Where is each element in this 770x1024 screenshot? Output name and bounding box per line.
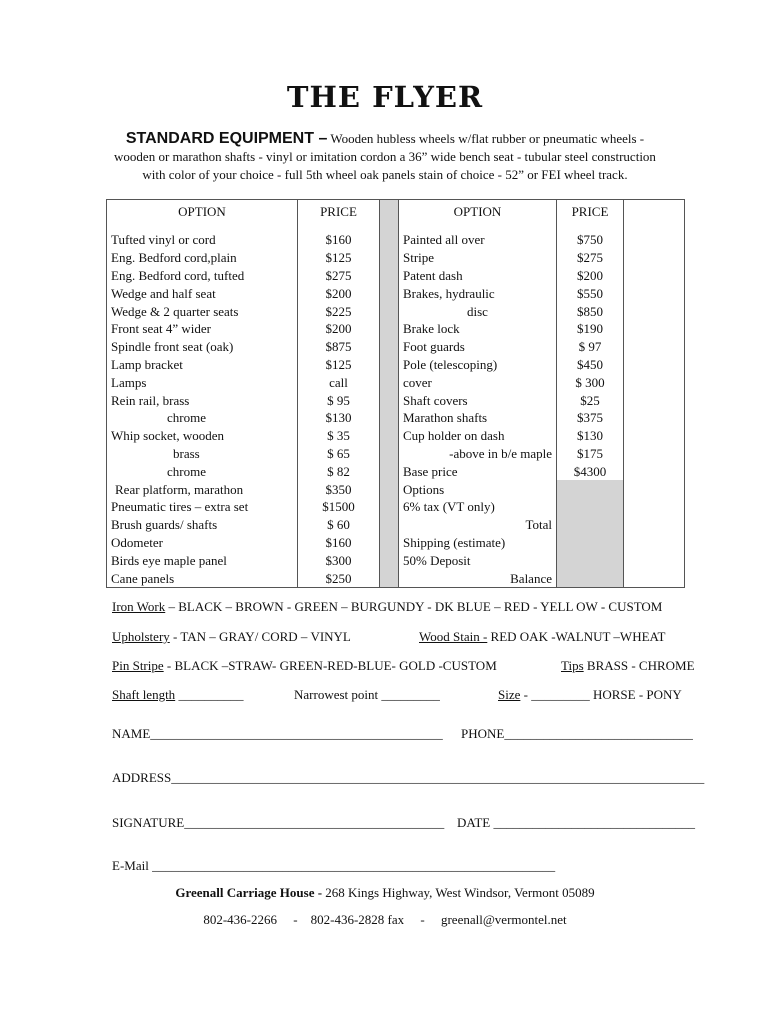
option-right: Cup holder on dash xyxy=(399,427,557,445)
option-right: Shaft covers xyxy=(399,391,557,409)
table-row xyxy=(107,391,685,409)
company-address: 268 Kings Highway, West Windsor, Vermont 05089 xyxy=(322,885,595,900)
price-left: $125 xyxy=(298,356,380,374)
option-left: chrome xyxy=(107,462,298,480)
intro-text: Wooden hubless wheels w/flat rubber or pneumatic wheels - wooden or marathon shafts - vinyl or imitation cordon a 36” wide bench seat - tubular steel construction with color of your choice - full 5th wheel oak panels stain of choice - 52” or FEI wheel track. xyxy=(114,131,656,182)
table-row xyxy=(107,284,685,302)
table-row xyxy=(107,409,685,427)
header-option-left: OPTION xyxy=(107,200,298,223)
option-left: Front seat 4” wider xyxy=(107,320,298,338)
price-right-input[interactable] xyxy=(557,551,624,569)
price-right: $550 xyxy=(557,284,624,302)
price-left: $ 65 xyxy=(298,445,380,463)
price-right: $175 xyxy=(557,445,624,463)
wood-stain-label: Wood Stain - xyxy=(419,629,488,644)
iron-work-colors xyxy=(112,599,662,615)
table-row xyxy=(107,569,685,587)
option-left: Lamp bracket xyxy=(107,356,298,374)
iron-work-label: Iron Work xyxy=(112,599,166,614)
option-right: Painted all over xyxy=(399,231,557,249)
table-row xyxy=(107,516,685,534)
option-left: Odometer xyxy=(107,534,298,552)
phone-field[interactable]: PHONE_____________________________ xyxy=(461,726,693,741)
option-left: Tufted vinyl or cord xyxy=(107,231,298,249)
narrowest-point-field[interactable]: Narrowest point _________ xyxy=(294,687,440,702)
price-left: $875 xyxy=(298,338,380,356)
pin-stripe-values: - BLACK –STRAW- GREEN-RED-BLUE- GOLD -CUSTOM xyxy=(163,658,497,673)
table-row xyxy=(107,373,685,391)
table-row xyxy=(107,338,685,356)
table-header-row xyxy=(107,200,685,223)
signature-field[interactable]: SIGNATURE________________________________________ xyxy=(112,815,445,830)
table-row xyxy=(107,551,685,569)
email-address[interactable]: greenall@vermontel.net xyxy=(440,912,567,927)
option-right: 50% Deposit xyxy=(399,551,557,569)
price-left: $300 xyxy=(298,551,380,569)
price-right-input[interactable] xyxy=(557,569,624,587)
option-right: 6% tax (VT only) xyxy=(399,498,557,516)
date-field[interactable]: DATE _______________________________ xyxy=(457,815,695,830)
option-right: Pole (telescoping) xyxy=(399,356,557,374)
iron-work-values: – BLACK – BROWN - GREEN – BURGUNDY - DK BLUE – RED - YELL OW - CUSTOM xyxy=(165,599,663,614)
table-row xyxy=(107,249,685,267)
table-row xyxy=(107,498,685,516)
tips-values: BRASS - CHROME xyxy=(583,658,695,673)
upholstery-label: Upholstery xyxy=(112,629,170,644)
price-left: $1500 xyxy=(298,498,380,516)
price-left: $160 xyxy=(298,231,380,249)
table-row xyxy=(107,462,685,480)
table-gap-row xyxy=(107,222,685,231)
price-left: $350 xyxy=(298,480,380,498)
price-right: $275 xyxy=(557,249,624,267)
price-left: $130 xyxy=(298,409,380,427)
option-left: Spindle front seat (oak) xyxy=(107,338,298,356)
option-right: -above in b/e maple xyxy=(399,445,557,463)
name-field[interactable]: NAME_____________________________________________ xyxy=(112,726,443,741)
price-right: $375 xyxy=(557,409,624,427)
price-right-input[interactable] xyxy=(557,480,624,498)
price-right: $200 xyxy=(557,267,624,285)
header-option-right: OPTION xyxy=(399,200,557,223)
email-field[interactable]: E-Mail ______________________________________________________________ xyxy=(112,858,556,873)
size-field[interactable] xyxy=(498,687,682,703)
price-right: $ 97 xyxy=(557,338,624,356)
upholstery-colors xyxy=(112,629,351,645)
contact-line xyxy=(0,912,770,928)
pin-stripe-label: Pin Stripe xyxy=(112,658,164,673)
price-left: $200 xyxy=(298,284,380,302)
price-left: $225 xyxy=(298,302,380,320)
phone-number: 802-436-2266 xyxy=(203,912,278,927)
table-row xyxy=(107,231,685,249)
option-left: Lamps xyxy=(107,373,298,391)
price-left: $ 60 xyxy=(298,516,380,534)
tips-options xyxy=(561,658,695,674)
option-left: Wedge and half seat xyxy=(107,284,298,302)
option-left: Birds eye maple panel xyxy=(107,551,298,569)
option-right: Shipping (estimate) xyxy=(399,534,557,552)
shaft-length-blank[interactable]: __________ xyxy=(175,687,244,702)
table-row xyxy=(107,480,685,498)
shaft-length-label: Shaft length xyxy=(112,687,176,702)
table-row xyxy=(107,445,685,463)
option-right: cover xyxy=(399,373,557,391)
option-left: Whip socket, wooden xyxy=(107,427,298,445)
price-left: $ 82 xyxy=(298,462,380,480)
price-right: $ 300 xyxy=(557,373,624,391)
price-left: call xyxy=(298,373,380,391)
address-field[interactable]: ADDRESS__________________________________________________________________________________ xyxy=(112,770,705,785)
price-left: $200 xyxy=(298,320,380,338)
price-right: $25 xyxy=(557,391,624,409)
separator: - xyxy=(293,912,298,927)
price-right-input[interactable] xyxy=(557,516,624,534)
company-name: Greenall Carriage House - xyxy=(175,885,323,900)
option-right: disc xyxy=(399,302,557,320)
price-left: $275 xyxy=(298,267,380,285)
table-row xyxy=(107,534,685,552)
table-row xyxy=(107,427,685,445)
price-right: $450 xyxy=(557,356,624,374)
option-left: Brush guards/ shafts xyxy=(107,516,298,534)
price-right: $130 xyxy=(557,427,624,445)
option-left: Eng. Bedford cord, tufted xyxy=(107,267,298,285)
price-left: $ 95 xyxy=(298,391,380,409)
option-left: Rein rail, brass xyxy=(107,391,298,409)
pin-stripe-colors xyxy=(112,658,497,674)
table-row xyxy=(107,302,685,320)
intro-heading: STANDARD EQUIPMENT – xyxy=(125,130,328,147)
price-right-input[interactable] xyxy=(557,498,624,516)
option-right: Brake lock xyxy=(399,320,557,338)
price-left: $125 xyxy=(298,249,380,267)
company-address-line xyxy=(0,885,770,901)
upholstery-values: - TAN – GRAY/ CORD – VINYL xyxy=(169,629,351,644)
option-right: Balance xyxy=(399,569,557,587)
size-label: Size xyxy=(498,687,521,702)
option-right: Total xyxy=(399,516,557,534)
table-row xyxy=(107,356,685,374)
table-row xyxy=(107,267,685,285)
header-price-right: PRICE xyxy=(557,200,624,223)
option-left: Eng. Bedford cord,plain xyxy=(107,249,298,267)
price-left: $ 35 xyxy=(298,427,380,445)
option-right: Stripe xyxy=(399,249,557,267)
wood-stain-colors xyxy=(419,629,665,645)
separator: - xyxy=(420,912,425,927)
option-right: Base price xyxy=(399,462,557,480)
price-right: $750 xyxy=(557,231,624,249)
option-left: Rear platform, marathon xyxy=(107,480,298,498)
price-right: $190 xyxy=(557,320,624,338)
header-price-left: PRICE xyxy=(298,200,380,223)
header-blank xyxy=(624,200,685,223)
table-divider xyxy=(380,200,399,223)
option-right: Patent dash xyxy=(399,267,557,285)
page-title: THE FLYER xyxy=(286,80,484,114)
option-right: Brakes, hydraulic xyxy=(399,284,557,302)
option-right: Foot guards xyxy=(399,338,557,356)
wood-stain-values: RED OAK -WALNUT –WHEAT xyxy=(487,629,666,644)
option-left: chrome xyxy=(107,409,298,427)
price-left: $160 xyxy=(298,534,380,552)
price-right: $4300 xyxy=(557,462,624,480)
options-price-table xyxy=(106,199,685,588)
table-row xyxy=(107,320,685,338)
tips-label: Tips xyxy=(561,658,584,673)
fax-number: 802-436-2828 fax xyxy=(310,912,405,927)
price-left: $250 xyxy=(298,569,380,587)
price-right: $850 xyxy=(557,302,624,320)
option-left: brass xyxy=(107,445,298,463)
option-right: Marathon shafts xyxy=(399,409,557,427)
option-right: Options xyxy=(399,480,557,498)
standard-equipment-intro xyxy=(110,130,660,184)
option-left: Wedge & 2 quarter seats xyxy=(107,302,298,320)
option-left: Pneumatic tires – extra set xyxy=(107,498,298,516)
price-right-input[interactable] xyxy=(557,534,624,552)
option-left: Cane panels xyxy=(107,569,298,587)
size-values[interactable]: - _________ HORSE - PONY xyxy=(520,687,682,702)
shaft-length-field[interactable] xyxy=(112,687,243,703)
